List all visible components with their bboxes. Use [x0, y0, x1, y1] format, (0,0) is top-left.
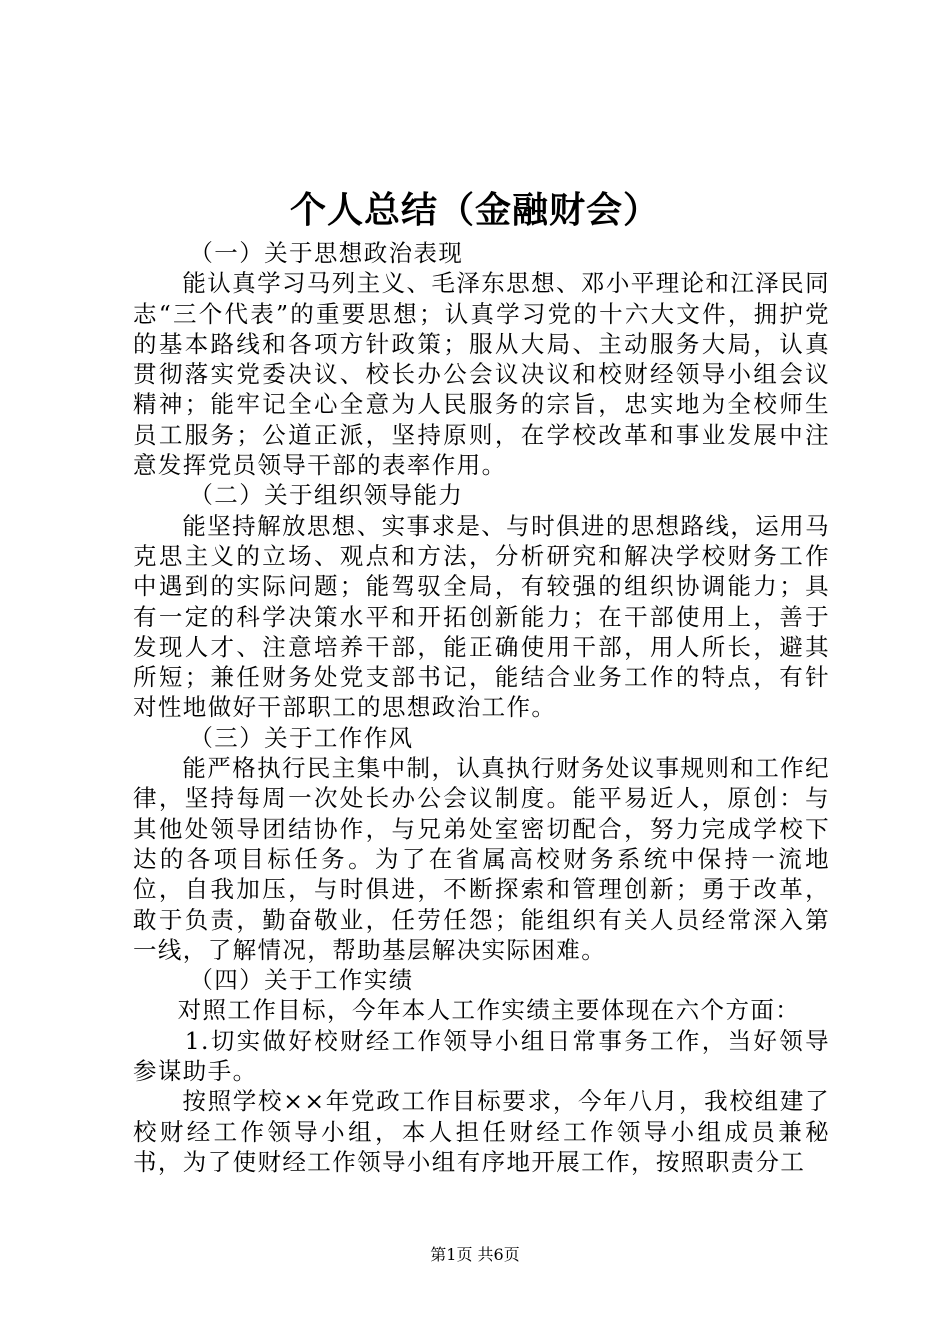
section-item-4-1: 1.切实做好校财经工作领导小组日常事务工作，当好领导参谋助手。: [133, 1026, 830, 1086]
section-heading-2: （二）关于组织领导能力: [189, 481, 464, 510]
section-heading-3: （三）关于工作作风: [189, 723, 414, 752]
section-heading-4: （四）关于工作实绩: [189, 966, 414, 995]
section-paragraph-2: 能坚持解放思想、实事求是、与时俱进的思想路线，运用马克思主义的立场、观点和方法，分析研究和解决学校财务工作中遇到的实际问题；能驾驭全局，有较强的组织协调能力；具有一定的科学决策水平和开拓创新能力；在干部使用上，善于发现人才、注意培养干部，能正确使用干部，用人所长，避其所短；兼任财务处党支部书记，能结合业务工作的特点，有针对性地做好干部职工的思想政治工作。: [133, 511, 830, 722]
page-footer: 第1页 共6页: [430, 1245, 520, 1264]
section-intro-4: 对照工作目标，今年本人工作实绩主要体现在六个方面：: [177, 996, 801, 1025]
document-title: 个人总结（金融财会）: [289, 189, 660, 231]
section-heading-1: （一）关于思想政治表现: [189, 239, 464, 267]
section-paragraph-4: 按照学校××年党政工作目标要求，今年八月，我校组建了校财经工作领导小组，本人担任财经工作领导小组成员兼秘书，为了使财经工作领导小组有序地开展工作，按照职责分工: [133, 1087, 830, 1176]
document-body: [133, 238, 830, 1177]
section-paragraph-3: 能严格执行民主集中制，认真执行财务处议事规则和工作纪律，坚持每周一次处长办公会议制度。能平易近人，原创：与其他处领导团结协作，与兄弟处室密切配合，努力完成学校下达的各项目标任务。为了在省属高校财务系统中保持一流地位，自我加压，与时俱进，不断探索和管理创新；勇于改革，敢于负责，勤奋敬业，任劳任怨；能组织有关人员经常深入第一线，了解情况，帮助基层解决实际困难。: [133, 754, 830, 964]
section-paragraph-1: 能认真学习马列主义、毛泽东思想、邓小平理论和江泽民同志“三个代表”的重要思想；认真学习党的十六大文件，拥护党的基本路线和各项方针政策；服从大局、主动服务大局，认真贯彻落实党委决议、校长办公会议决议和校财经领导小组会议精神；能牢记全心全意为人民服务的宗旨，忠实地为全校师生员工服务；公道正派，坚持原则，在学校改革和事业发展中注意发挥党员领导干部的表率作用。: [133, 269, 830, 480]
